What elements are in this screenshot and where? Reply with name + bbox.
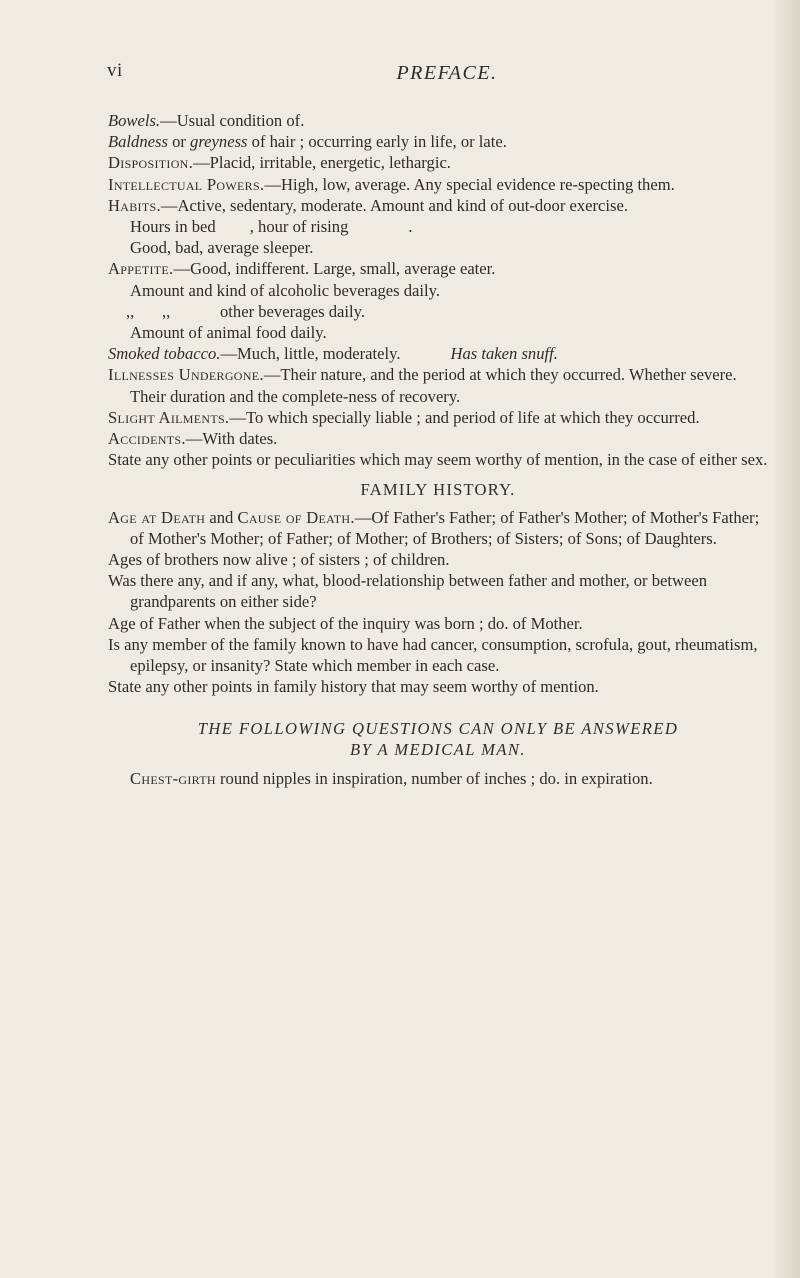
entry-label: Intellectual Powers. [108, 174, 265, 194]
other-beverages: other beverages daily. [220, 301, 365, 321]
page-header [107, 60, 767, 90]
page-number: vi [107, 60, 123, 81]
entry-illnesses [108, 364, 768, 406]
page-edge-shadow [772, 0, 800, 1278]
entry-label: Appetite. [108, 259, 174, 279]
appetite-other-line [108, 301, 768, 322]
entry-label: Baldness [108, 132, 168, 152]
entry-label-2: greyness [190, 132, 248, 152]
entry-chest-girth [108, 768, 768, 789]
entry-blood-relationship: Was there any, and if any, what, blood-relationship between father and mother, or between grandparents on either side? [108, 571, 707, 612]
entry-intellectual-powers [108, 174, 768, 195]
entry-other-points: State any other points or peculiarities which may seem worthy of mention, in the case of either sex. [108, 450, 768, 470]
entry-label: Slight Ailments. [108, 407, 230, 427]
hour-of-rising: , hour of rising [249, 217, 349, 237]
entry-appetite [108, 258, 768, 279]
entry-text: of hair ; occurring early in life, or late. [247, 132, 507, 152]
entry-text: —Good, indifferent. Large, small, average eater. [173, 259, 496, 279]
entry-baldness [108, 131, 768, 152]
entry-accidents [108, 428, 768, 449]
entry-family-disease: Is any member of the family known to have had cancer, consumption, scrofula, gout, rheumatism, epilepsy, or insanity? State which member in each case. [108, 634, 758, 676]
hours-in-bed: Hours in bed [130, 217, 216, 237]
entry-slight-ailments [108, 407, 768, 428]
entry-family-other: State any other points in family history that may seem worthy of mention. [108, 677, 599, 697]
ditto-mark: ,, [126, 301, 135, 321]
entry-label: Chest-girth [130, 769, 216, 789]
entry-connector: or [167, 132, 191, 152]
entry-text: round nipples in inspiration, number of inches ; do. in expiration. [215, 769, 653, 789]
entry-habits [108, 195, 768, 216]
entry-text: —Usual condition of. [160, 111, 305, 130]
entry-text: —With dates. [185, 429, 278, 449]
entry-label: Disposition. [108, 153, 194, 173]
entry-connector: and [205, 507, 238, 527]
medical-questions-heading [108, 718, 768, 760]
medical-heading-line-2: BY A MEDICAL MAN. [350, 740, 526, 760]
entry-age-of-father: Age of Father when the subject of the inquiry was born ; do. of Mother. [108, 613, 583, 633]
entry-text: —Placid, irritable, energetic, lethargic. [193, 153, 451, 173]
snuff-text: Has taken snuff. [450, 344, 558, 364]
running-head: PREFACE. [396, 62, 498, 84]
entry-label: Smoked tobacco. [108, 344, 221, 364]
entry-text: —To which specially liable ; and period of life at which they occurred. [229, 407, 700, 427]
entry-text: —Their nature, and the period at which they occurred. Whether severe. Their duration and the complete-ness of recovery. [130, 365, 737, 406]
habits-hours-line [108, 216, 768, 237]
page-body [108, 110, 768, 790]
appetite-alcohol-line: Amount and kind of alcoholic beverages daily. [130, 280, 440, 300]
entry-age-at-death [108, 507, 768, 549]
entry-label: Age at Death [108, 507, 206, 527]
family-history-heading: FAMILY HISTORY. [360, 480, 516, 500]
entry-label: Habits. [108, 195, 161, 215]
hours-end: . [408, 217, 413, 237]
appetite-food-line: Amount of animal food daily. [130, 323, 327, 343]
entry-label: Bowels. [108, 111, 161, 130]
entry-text: —Of Father's Father; of Father's Mother; of Mother's Father; of Mother's Mother; of Father; of Mother; of Brothers; of Sisters; of Sons; of Daughters. [130, 507, 760, 548]
entry-disposition [108, 152, 768, 173]
entry-label: Accidents. [108, 429, 186, 449]
habits-sleeper-line: Good, bad, average sleeper. [130, 238, 314, 258]
entry-text: —Active, sedentary, moderate. Amount and kind of out-door exercise. [160, 195, 629, 215]
entry-bowels [108, 110, 768, 131]
medical-heading-line-1: THE FOLLOWING QUESTIONS CAN ONLY BE ANSWERED [197, 719, 679, 739]
ditto-mark: ,, [162, 301, 171, 321]
entry-label-2: Cause of Death. [237, 507, 355, 527]
entry-ages-alive: Ages of brothers now alive ; of sisters ; of children. [108, 550, 450, 570]
entry-text: —High, low, average. Any special evidence re-specting them. [264, 174, 675, 194]
entry-smoked-tobacco [108, 343, 768, 364]
entry-text: —Much, little, moderately. [220, 344, 401, 364]
entry-label: Illnesses Undergone. [108, 365, 264, 385]
